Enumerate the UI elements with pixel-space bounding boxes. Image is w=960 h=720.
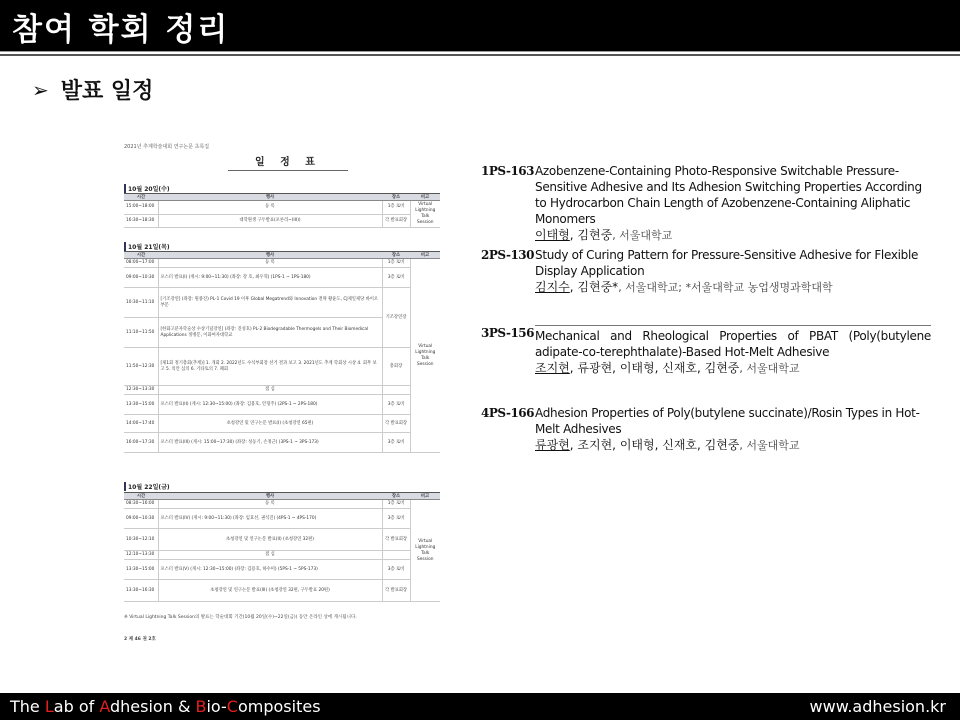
event-cell: 포스터 발표(IV) (게시: 9:00~11:30) (좌장: 임효선, 권석진) (4PS-1 ~ 4PS-170) [158, 509, 382, 529]
table-row [124, 201, 440, 215]
table-row [124, 580, 440, 602]
place-cell: 각 발표회장 [382, 214, 410, 228]
column-header: 시간 [124, 493, 158, 500]
event-cell: 초청강연 및 연구논문 발표(I) (초청강연 65편) [158, 415, 382, 433]
time-cell: 14:00~17:40 [124, 415, 158, 433]
co-authors: , 류광현, 이태형, 신재호, 김현중 [569, 361, 740, 375]
event-cell: 점 심 [158, 551, 382, 560]
note-cell: Virtual Lightning Talk Session [410, 500, 440, 602]
place-cell: 기조강연장 [382, 288, 410, 348]
co-authors: , 김현중 [569, 228, 613, 242]
time-cell: 13:30~15:00 [124, 395, 158, 415]
presenting-author: 이태형 [535, 228, 570, 242]
website-url: www.adhesion.kr [809, 697, 946, 716]
place-cell: 3층 로비 [382, 268, 410, 288]
section-heading [32, 74, 153, 105]
place-cell: 각 발표회장 [382, 529, 410, 551]
presentation-title: Adhesion Properties of Poly(butylene succinate)/Rosin Types in Hot-Melt Adhesives [535, 406, 920, 436]
time-cell: 10:30~11:10 [124, 288, 158, 318]
time-cell: 13:30~15:00 [124, 560, 158, 580]
place-cell: 각 발표회장 [382, 580, 410, 602]
place-cell: 1층 로비 [382, 500, 410, 509]
document-title-underline [228, 170, 348, 171]
time-cell: 12:30~13:30 [124, 386, 158, 395]
place-cell: 3층 로비 [382, 395, 410, 415]
event-cell: 등 록 [158, 259, 382, 268]
column-header: 시간 [124, 194, 158, 201]
presentation-code: 3PS-156 [481, 326, 535, 340]
place-cell [382, 386, 410, 395]
event-cell: 등 록 [158, 500, 382, 509]
table-row [124, 395, 440, 415]
table-row [124, 288, 440, 318]
table-header-row [124, 493, 440, 500]
document-title: 일 정 표 [255, 157, 321, 168]
presentation-item [481, 405, 931, 454]
table-row [124, 214, 440, 228]
event-cell: [한화고분자학술상 수상기념강연] (좌장: 진성호) PL-2 Biodegradable Thermogels and Their Biomedical Applications 정병문, 이화여자대학교 [158, 318, 382, 348]
footer-bar [0, 693, 960, 720]
column-header: 비고 [410, 493, 440, 500]
schedule-table [124, 251, 440, 453]
section-title: 발표 일정 [60, 79, 154, 104]
event-cell: 점 심 [158, 386, 382, 395]
column-header: 시간 [124, 252, 158, 259]
document-page-number: 2 제 46 권 2호 [124, 637, 156, 642]
event-cell: 포스터 발표(I) (게시: 9:00~11:30) (좌장: 강 호, 최우혁) (1PS-1 ~ 1PS-180) [158, 268, 382, 288]
place-cell: 3층 로비 [382, 509, 410, 529]
event-cell: 초청강연 및 연구논문 발표(III) (초청강연 32편, 구두발표 20편) [158, 580, 382, 602]
page-title: 참여 학회 정리 [12, 12, 230, 48]
column-header: 행사 [158, 194, 382, 201]
table-row [124, 268, 440, 288]
document-header: 2021년 추계학술대회 연구논문 초록집 [124, 144, 210, 150]
time-cell: 12:10~13:30 [124, 551, 158, 560]
note-cell: Virtual Lightning Talk Session [410, 259, 440, 453]
column-header: 장소 [382, 493, 410, 500]
affiliation: , 서울대학교 [739, 362, 800, 375]
day-title: 10월 20일(수) [124, 184, 170, 193]
presentation-item [481, 247, 931, 296]
note-cell: Virtual Lightning Talk Session [410, 201, 440, 228]
co-authors: , 김현중* [569, 280, 619, 294]
time-cell: 11:50~12:30 [124, 348, 158, 386]
time-cell: 16:00~17:30 [124, 433, 158, 453]
day-title: 10월 21일(목) [124, 242, 170, 251]
table-row [124, 551, 440, 560]
arrow-bullet-icon: ➢ [32, 77, 49, 102]
table-header-row [124, 252, 440, 259]
presentation-title: Mechanical and Rheological Properties of PBAT (Poly(butylene adipate-co-terephthalate)-Based Hot-Melt Adhesive [535, 325, 931, 360]
place-cell: 총회장 [382, 348, 410, 386]
event-cell: [제1회 정기총회(추계)] 1. 개회 2. 2022년도 수석부회장 선거 결과 보고 3. 2021년도 추계 학회상 시상 4. 회무 보고 5. 의안 심의 6. 기타토의 7. 폐회 [158, 348, 382, 386]
event-cell: 포스터 발표(V) (게시: 12:30~15:00) (좌장: 김용호, 하수미) (5PS-1 ~ 5PS-173) [158, 560, 382, 580]
table-row [124, 386, 440, 395]
event-cell: 포스터 발표(III) (게시: 15:00~17:30) (좌장: 성동기, 손정근) (3PS-1 ~ 3PS-173) [158, 433, 382, 453]
title-bar [0, 0, 960, 51]
event-cell: 대학원생 구두발표(포론리~(III)) [158, 214, 382, 228]
affiliation: , 서울대학교 [739, 439, 800, 452]
place-cell: 3층 로비 [382, 433, 410, 453]
column-header: 행사 [158, 252, 382, 259]
table-row [124, 509, 440, 529]
presentation-authors [535, 227, 931, 244]
table-row [124, 560, 440, 580]
table-row [124, 433, 440, 453]
place-cell: 3층 로비 [382, 560, 410, 580]
presenting-author: 김지수 [535, 280, 570, 294]
time-cell: 11:10~11:50 [124, 318, 158, 348]
presentation-authors [535, 360, 931, 377]
time-cell: 08:30~16:00 [124, 500, 158, 509]
time-cell: 16:30~18:30 [124, 214, 158, 228]
place-cell: 1층 로비 [382, 201, 410, 215]
presentation-authors [535, 437, 931, 454]
title-divider [0, 51, 960, 56]
schedule-table [124, 193, 440, 228]
presentation-code: 1PS-163 [481, 164, 535, 178]
affiliation: , 서울대학교 [612, 229, 673, 242]
presentation-item [481, 163, 931, 244]
place-cell [382, 551, 410, 560]
event-cell: [기조강연] (좌장: 원종진) PL-1 Covid 19 이후 Global Megatrend와 Innovation 전략 황윤도, CJ제일제당 바이오부문 [158, 288, 382, 318]
place-cell: 각 발표회장 [382, 415, 410, 433]
table-row [124, 259, 440, 268]
presentation-code: 4PS-166 [481, 406, 535, 420]
presentation-code: 2PS-130 [481, 248, 535, 262]
time-cell: 13:30~16:30 [124, 580, 158, 602]
table-row [124, 415, 440, 433]
lab-name: The Lab of Adhesion & Bio-Composites [10, 697, 321, 716]
time-cell: 08:00~17:00 [124, 259, 158, 268]
time-cell: 15:00~18:00 [124, 201, 158, 215]
presentation-title: Study of Curing Pattern for Pressure-Sensitive Adhesive for Flexible Display Application [535, 248, 919, 278]
column-header: 비고 [410, 194, 440, 201]
column-header: 비고 [410, 252, 440, 259]
time-cell: 09:00~10:30 [124, 509, 158, 529]
affiliation: , 서울대학교; *서울대학교 농업생명과학대학 [618, 281, 833, 294]
event-cell: 등 록 [158, 201, 382, 215]
document-footnote: ※ Virtual Lightning Talk Session의 발표는 학술대회 기간(10월 20일(수)~22일(금)) 동안 온라인 상에 게시됩니다. [124, 615, 357, 620]
schedule-document [118, 140, 452, 652]
table-row [124, 500, 440, 509]
time-cell: 10:30~12:10 [124, 529, 158, 551]
table-header-row [124, 194, 440, 201]
time-cell: 09:00~10:30 [124, 268, 158, 288]
table-row [124, 348, 440, 386]
event-cell: 포스터 발표(II) (게시: 12:30~15:00) (좌장: 김용호, 안형주) (2PS-1 ~ 2PS-180) [158, 395, 382, 415]
presentation-item [481, 325, 931, 377]
event-cell: 초청강연 및 연구논문 발표(II) (초청강연 32편) [158, 529, 382, 551]
schedule-table [124, 492, 440, 602]
presentation-authors [535, 279, 931, 296]
table-row [124, 529, 440, 551]
presenting-author: 류광현 [535, 438, 570, 452]
presentation-title: Azobenzene-Containing Photo-Responsive Switchable Pressure-Sensitive Adhesive and Its Adhesion Switching Properties According to Hydrocarbon Chain Length of Azobenzene-Containing Aliphatic Monomers [535, 164, 922, 226]
column-header: 행사 [158, 493, 382, 500]
presenting-author: 조지현 [535, 361, 570, 375]
place-cell: 1층 로비 [382, 259, 410, 268]
co-authors: , 조지현, 이태형, 신재호, 김현중 [569, 438, 740, 452]
day-title: 10월 22일(금) [124, 482, 170, 491]
column-header: 장소 [382, 194, 410, 201]
column-header: 장소 [382, 252, 410, 259]
